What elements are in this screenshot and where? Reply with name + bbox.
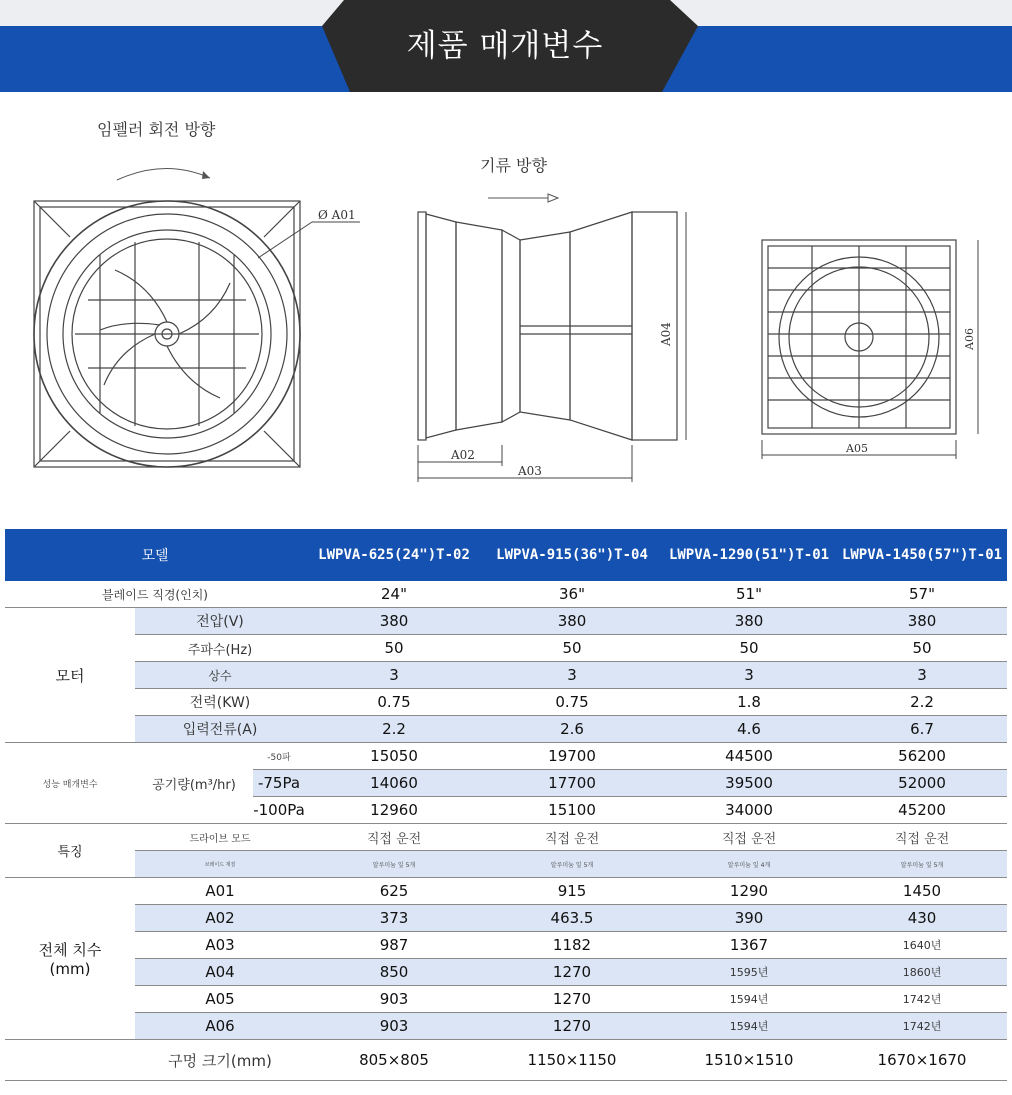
rotation-arrow-icon	[117, 168, 210, 180]
table-cell: 0.75	[483, 689, 661, 716]
model-4: LWPVA-1450(57")T-01	[837, 529, 1007, 581]
table-cell: 50	[837, 635, 1007, 662]
dim-a05: A05	[846, 442, 868, 455]
table-row	[5, 959, 1007, 986]
table-cell: 1367	[661, 932, 837, 959]
dimensions-group-label-2: (mm)	[49, 960, 91, 978]
dim-a06: A06	[963, 328, 976, 350]
table-cell: 1270	[483, 959, 661, 986]
table-cell: 직접 운전	[661, 824, 837, 851]
table-cell: 45200	[837, 797, 1007, 824]
hole-spacer	[5, 1040, 135, 1081]
table-cell: 850	[305, 959, 483, 986]
table-cell: 2.6	[483, 716, 661, 743]
table-cell: 39500	[661, 770, 837, 797]
table-cell: 14060	[305, 770, 483, 797]
table-cell: 3	[305, 662, 483, 689]
row-label: 브레이드 재질	[135, 851, 305, 878]
table-cell: 17700	[483, 770, 661, 797]
table-row	[5, 1013, 1007, 1040]
page-title: 제품 매개변수	[406, 28, 604, 64]
table-row	[5, 662, 1007, 689]
pressure-label: -75Pa	[253, 770, 305, 797]
table-cell: 4.6	[661, 716, 837, 743]
table-cell: 1670×1670	[837, 1040, 1007, 1081]
row-label: 전압(V)	[135, 608, 305, 635]
hole-label: 구멍 크기(mm)	[135, 1040, 305, 1081]
pressure-label: -50파	[253, 743, 305, 770]
row-label: 상수	[135, 662, 305, 689]
dim-a03: A03	[518, 464, 542, 478]
table-cell: 373	[305, 905, 483, 932]
row-label: A05	[135, 986, 305, 1013]
table-row	[5, 878, 1007, 905]
table-cell: 1594년	[661, 986, 837, 1013]
table-row	[5, 932, 1007, 959]
table-cell: 알루미늄 잎 5개	[305, 851, 483, 878]
pressure-label: -100Pa	[253, 797, 305, 824]
table-cell: 2.2	[305, 716, 483, 743]
row-label: 전력(KW)	[135, 689, 305, 716]
table-cell: 12960	[305, 797, 483, 824]
table-cell: 알루미늄 잎 4개	[661, 851, 837, 878]
table-cell: 2.2	[837, 689, 1007, 716]
table-cell: 1290	[661, 878, 837, 905]
model-header: 모델	[5, 529, 305, 581]
table-cell: 44500	[661, 743, 837, 770]
model-2: LWPVA-915(36")T-04	[483, 529, 661, 581]
table-cell: 380	[483, 608, 661, 635]
table-cell: 380	[837, 608, 1007, 635]
table-cell: 51"	[661, 581, 837, 608]
table-row	[5, 716, 1007, 743]
performance-group-label: 성능 매개변수	[5, 743, 135, 824]
table-cell: 1450	[837, 878, 1007, 905]
table-cell: 463.5	[483, 905, 661, 932]
side-view-drawing	[418, 212, 677, 440]
table-cell: 19700	[483, 743, 661, 770]
table-cell: 1742년	[837, 986, 1007, 1013]
table-cell: 알루미늄 잎 5개	[483, 851, 661, 878]
table-cell: 805×805	[305, 1040, 483, 1081]
table-cell: 1.8	[661, 689, 837, 716]
table-cell: 알루미늄 잎 5개	[837, 851, 1007, 878]
dimensions-group-label	[5, 878, 135, 1040]
row-label: 드라이브 모드	[135, 824, 305, 851]
table-cell: 50	[305, 635, 483, 662]
model-3: LWPVA-1290(51")T-01	[661, 529, 837, 581]
table-cell: 1742년	[837, 1013, 1007, 1040]
table-cell: 1860년	[837, 959, 1007, 986]
table-cell: 903	[305, 1013, 483, 1040]
model-1: LWPVA-625(24")T-02	[305, 529, 483, 581]
table-row	[5, 905, 1007, 932]
header-banner	[0, 0, 1012, 92]
motor-group-label: 모터	[5, 608, 135, 743]
table-row	[5, 581, 1007, 608]
table-cell: 1595년	[661, 959, 837, 986]
table-cell: 625	[305, 878, 483, 905]
table-cell: 3	[837, 662, 1007, 689]
table-cell: 34000	[661, 797, 837, 824]
airflow-label: 공기량(m³/hr)	[135, 743, 253, 824]
table-cell: 380	[305, 608, 483, 635]
dim-a02: A02	[451, 448, 475, 462]
airflow-direction-label: 기류 방향	[480, 156, 547, 175]
table-row	[5, 824, 1007, 851]
row-label: A03	[135, 932, 305, 959]
blade-label: 블레이드 직경(인치)	[5, 581, 305, 608]
table-cell: 15050	[305, 743, 483, 770]
row-label: 주파수(Hz)	[135, 635, 305, 662]
technical-drawing	[0, 95, 1012, 495]
table-cell: 1510×1510	[661, 1040, 837, 1081]
spec-table	[5, 529, 1007, 1081]
dim-a04: A04	[659, 322, 673, 346]
table-cell: 56200	[837, 743, 1007, 770]
front-view-drawing	[34, 201, 300, 467]
table-row	[5, 1040, 1007, 1081]
table-cell: 57"	[837, 581, 1007, 608]
table-row	[5, 608, 1007, 635]
table-cell: 915	[483, 878, 661, 905]
table-cell: 430	[837, 905, 1007, 932]
row-label: A06	[135, 1013, 305, 1040]
table-cell: 380	[661, 608, 837, 635]
table-row	[5, 986, 1007, 1013]
row-label: A04	[135, 959, 305, 986]
impeller-direction-label: 임펠러 회전 방향	[97, 120, 216, 139]
table-cell: 15100	[483, 797, 661, 824]
table-cell: 직접 운전	[837, 824, 1007, 851]
table-cell: 직접 운전	[483, 824, 661, 851]
table-cell: 390	[661, 905, 837, 932]
table-cell: 50	[483, 635, 661, 662]
table-cell: 52000	[837, 770, 1007, 797]
table-cell: 36"	[483, 581, 661, 608]
table-cell: 3	[483, 662, 661, 689]
table-cell: 1150×1150	[483, 1040, 661, 1081]
table-cell: 1594년	[661, 1013, 837, 1040]
table-header-row	[5, 529, 1007, 581]
row-label: A02	[135, 905, 305, 932]
table-cell: 6.7	[837, 716, 1007, 743]
table-row	[5, 635, 1007, 662]
dimensions-group-label-1: 전체 치수	[38, 941, 102, 959]
table-cell: 50	[661, 635, 837, 662]
table-row	[5, 689, 1007, 716]
table-cell: 3	[661, 662, 837, 689]
table-cell: 903	[305, 986, 483, 1013]
table-cell: 987	[305, 932, 483, 959]
table-cell: 0.75	[305, 689, 483, 716]
table-cell: 24"	[305, 581, 483, 608]
table-row	[5, 743, 1007, 770]
dim-a01: Ø A01	[318, 208, 356, 222]
back-view-drawing	[762, 240, 956, 434]
table-cell: 1182	[483, 932, 661, 959]
table-cell: 1270	[483, 986, 661, 1013]
table-cell: 직접 운전	[305, 824, 483, 851]
table-cell: 1640년	[837, 932, 1007, 959]
table-row	[5, 851, 1007, 878]
table-cell: 1270	[483, 1013, 661, 1040]
row-label: 입력전류(A)	[135, 716, 305, 743]
row-label: A01	[135, 878, 305, 905]
feature-group-label: 특징	[5, 824, 135, 878]
